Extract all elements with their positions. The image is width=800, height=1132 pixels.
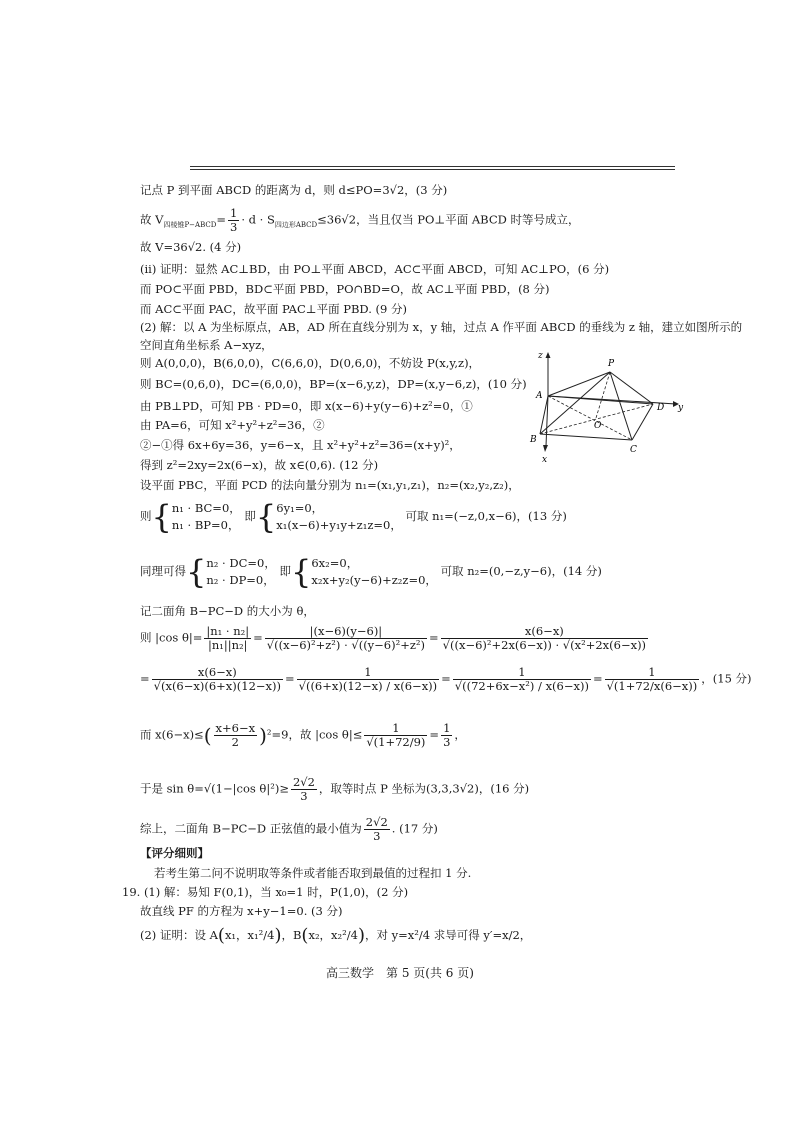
line-21a: 而 x(6−x)≤ — [140, 727, 204, 742]
fraction — [204, 625, 251, 652]
line-18: 记二面角 B−PC−D 的大小为 θ， — [140, 604, 315, 618]
frac-den: √(x(6−x)(6+x)(12−x)) — [153, 679, 281, 693]
label-A: A — [536, 391, 543, 401]
line-14: 得到 z²=2xy=2x(6−x)，故 x∈(0,6). (12 分) — [140, 458, 379, 472]
line-2c: · d · S — [241, 212, 275, 227]
fraction — [441, 625, 648, 652]
label-O: O — [594, 421, 602, 431]
line-28: (2) 证明：设 A(x₁，x₁²/4)，B(x₂，x₂²/4)，对 y=x²/4 求导可得 y′=x/2， — [140, 925, 532, 946]
line-11: 由 PB⊥PD，可知 PB · PD=0，即 x(x−6)+y(y−6)+z²=0，① — [140, 399, 473, 413]
system-3 — [206, 555, 275, 589]
eq-6: n₂ · DP=0， — [206, 573, 275, 587]
line-28a: (2) 证明：设 A — [140, 928, 218, 942]
line-25: 若考生第二问不说明取等条件或者能否取到最值的过程扣 1 分. — [154, 866, 472, 880]
line-4: (ii) 证明：显然 AC⊥BD，由 PO⊥平面 ABCD，AC⊂平面 ABCD，可知 AC⊥PO，(6 分) — [140, 262, 610, 276]
frac-num: 1 — [297, 666, 440, 680]
label-z: z — [538, 351, 543, 361]
label-C: C — [630, 445, 637, 455]
fraction — [605, 666, 700, 693]
frac-num: |n₁ · n₂| — [206, 624, 250, 638]
line-6: 而 AC⊂平面 PAC，故平面 PAC⊥平面 PBD. (9 分) — [140, 302, 408, 316]
frac-den: √((x−6)²+z²) · √((y−6)²+z²) — [266, 638, 426, 652]
fraction — [265, 625, 427, 652]
label-D: D — [657, 403, 665, 413]
line-19-cos: 则 |cos θ|= $\frac{\text{|n₁ · n₂|}}{\text{|n₁||n₂|}}$ = $\frac{|(x-6)(y-6)|}{\text{√((x−6)²+z²) · √((y−6)²+z²)}}$ = $\frac{x(6-x)}{\text{√((x−6)²+2x(6−x)) · √(x²+2x(6−x))}}$ — [140, 624, 647, 652]
line-5: 而 PO⊂平面 PBD，BD⊂平面 PBD，PO∩BD=O，故 AC⊥平面 PBD，(8 分) — [140, 282, 550, 296]
system-4 — [311, 555, 437, 589]
line-8: 空间直角坐标系 A−xyz， — [140, 338, 273, 352]
eq-7: 6x₂=0， — [311, 556, 359, 570]
line-22b: ，取等时点 P 坐标为(3,3,3√2)，(16 分) — [318, 781, 530, 796]
line-27: 故直线 PF 的方程为 x+y−1=0. (3 分) — [140, 904, 343, 918]
line-21: 而 x(6−x)≤( $\frac{x+6-x}{2}$ )²=9，故 |cos θ|≤ $\frac{1}{√(1+72/9)}$ = $\frac{1}{3}$ ， — [140, 721, 466, 749]
fraction-one-third — [228, 207, 239, 234]
line-1: 记点 P 到平面 ABCD 的距离为 d，则 d≤PO=3√2，(3 分) — [140, 183, 448, 197]
line-2-volume — [140, 207, 580, 234]
line-28b: x₁，x₁²/4 — [224, 928, 275, 942]
frac-num: 1 — [364, 722, 427, 736]
line-22 — [140, 776, 529, 803]
line-20e: ，(15 分) — [701, 671, 752, 686]
eq-2: n₁ · BP=0， — [171, 518, 240, 532]
line-17b: 即 — [279, 564, 291, 578]
frac-den: 3 — [229, 220, 238, 234]
frac-num: 1 — [443, 721, 451, 735]
frac-den: 2 — [231, 735, 239, 749]
label-x: x — [542, 455, 548, 465]
left-brace: { — [186, 553, 207, 591]
frac-den: 3 — [443, 735, 451, 749]
line-15: 设平面 PBC，平面 PCD 的法向量分别为 n₁=(x₁,y₁,z₁)，n₂=(x₂,y₂,z₂)， — [140, 478, 520, 492]
frac-den: 3 — [373, 829, 381, 843]
line-22a: 于是 sin θ=√(1−|cos θ|²)≥ — [140, 781, 289, 796]
frac-num: |(x−6)(y−6)| — [265, 625, 427, 639]
label-B: B — [530, 435, 537, 445]
line-2-sub2: 四边形ABCD — [274, 220, 318, 229]
header-rule-top — [190, 166, 675, 167]
line-26: 19. (1) 解：易知 F(0,1)，当 x₀=1 时，P(1,0)，(2 分) — [122, 885, 409, 899]
line-3: 故 V=36√2. (4 分) — [140, 240, 242, 254]
fraction — [453, 666, 591, 693]
fraction — [214, 722, 258, 749]
fraction — [364, 816, 390, 843]
line-2-sub: 四棱锥P−ABCD — [163, 220, 217, 229]
x-axis-arrow — [543, 445, 548, 452]
eq-5: n₂ · DC=0， — [206, 556, 276, 570]
header-rule-bottom — [190, 169, 675, 170]
frac-den: √((72+6x−x²) / x(6−x)) — [454, 679, 589, 693]
edge-CB — [540, 434, 632, 440]
frac-num: 2√2 — [292, 775, 315, 789]
frac-num: x+6−x — [215, 721, 256, 735]
left-brace: { — [151, 498, 172, 536]
frac-num: 2√2 — [365, 815, 388, 829]
label-P: P — [608, 359, 615, 369]
line-2d: ≤36√2，当且仅当 PO⊥平面 ABCD 时等号成立， — [317, 212, 580, 227]
pyramid-figure — [528, 348, 688, 468]
line-16c: 可取 n₁=(−z,0,x−6)，(13 分) — [405, 509, 567, 523]
height-PO — [596, 372, 610, 418]
line-12: 由 PA=6，可知 x²+y²+z²=36，② — [140, 418, 325, 432]
system-1 — [172, 500, 241, 534]
edge-DC — [632, 404, 653, 440]
line-20-cos: = $\frac{x(6-x)}{√(x(6-x)(6+x)(12-x))}$ = $\frac{1}{√((6+x)(12-x) / x(6-x))}$ = $\frac{1}{\text{√((72+6x−x²) / x(6−x))}}$ = $\frac{1}{√(1+72/x(6-x))}$ ，(15 分) — [140, 665, 752, 693]
line-23a: 综上，二面角 B−PC−D 正弦值的最小值为 — [140, 821, 362, 836]
line-7: (2) 解：以 A 为坐标原点，AB，AD 所在直线分别为 x，y 轴，过点 A 作平面 ABCD 的垂线为 z 轴，建立如图所示的 — [140, 320, 743, 334]
eq-4: x₁(x−6)+y₁y+z₁z=0， — [276, 518, 402, 532]
line-9: 则 A(0,0,0)，B(6,0,0)，C(6,6,0)，D(0,6,0)，不妨设 P(x,y,z)， — [140, 356, 481, 370]
edge-PD — [610, 372, 653, 404]
z-axis-arrow — [546, 352, 551, 358]
line-17-system — [140, 555, 602, 589]
left-brace: { — [290, 553, 312, 591]
line-19a: 则 |cos θ|= — [140, 630, 203, 645]
fraction — [297, 666, 440, 693]
fraction — [441, 722, 452, 749]
line-13: ②−①得 6x+6y=36，y=6−x，且 x²+y²+z²=36=(x+y)²， — [140, 438, 461, 452]
line-21b: ²=9，故 |cos θ|≤ — [266, 727, 363, 742]
eq-8: x₂x+y₂(y−6)+z₂z=0， — [311, 573, 437, 587]
frac-den: |n₁||n₂| — [208, 638, 248, 652]
line-21c: = — [429, 727, 440, 742]
frac-den: 3 — [300, 789, 308, 803]
frac-num: 1 — [229, 206, 238, 220]
line-17a: 同理可得 — [140, 564, 186, 578]
fraction — [152, 666, 283, 693]
line-10: 则 BC=(0,6,0)，DC=(6,0,0)，BP=(x−6,y,z)，DP=(x,y−6,z)，(10 分) — [140, 377, 527, 391]
eq-3: 6y₁=0， — [276, 501, 324, 515]
line-16a: 则 — [140, 509, 152, 523]
page-footer: 高三数学 第 5 页(共 6 页) — [326, 966, 474, 980]
frac-den: √(1+72/9) — [366, 735, 426, 749]
edge-PC — [610, 372, 632, 440]
line-17c: 可取 n₂=(0,−z,y−6)，(14 分) — [440, 564, 602, 578]
edge-PA — [548, 372, 610, 396]
line-21e: ， — [454, 727, 466, 742]
line-28d: x₂，x₂²/4 — [308, 928, 358, 942]
system-2 — [276, 500, 402, 534]
line-28c: ，B — [281, 928, 302, 942]
line-2a: 故 V — [140, 212, 164, 227]
frac-den: √((x−6)²+2x(6−x)) · √(x²+2x(6−x)) — [442, 638, 647, 652]
line-23b: . (17 分) — [391, 821, 438, 836]
line-16b: 即 — [244, 509, 256, 523]
frac-den: √((6+x)(12−x) / x(6−x)) — [298, 679, 438, 693]
frac-num: x(6−x) — [441, 625, 648, 639]
frac-num: x(6−x) — [152, 666, 283, 680]
line-2b: = — [216, 212, 226, 227]
scoring-heading: 【评分细则】 — [140, 846, 209, 860]
fraction — [364, 722, 427, 749]
fraction — [291, 776, 317, 803]
line-23 — [140, 816, 438, 843]
left-brace: { — [255, 498, 277, 536]
frac-den: √(1+72/x(6−x)) — [606, 679, 698, 693]
frac-num: 1 — [453, 666, 591, 680]
line-28e: ，对 y=x²/4 求导可得 y′=x/2， — [364, 928, 532, 942]
label-y: y — [678, 403, 684, 413]
line-16-system — [140, 500, 567, 534]
frac-num: 1 — [605, 666, 700, 680]
eq-1: n₁ · BC=0， — [171, 501, 241, 515]
